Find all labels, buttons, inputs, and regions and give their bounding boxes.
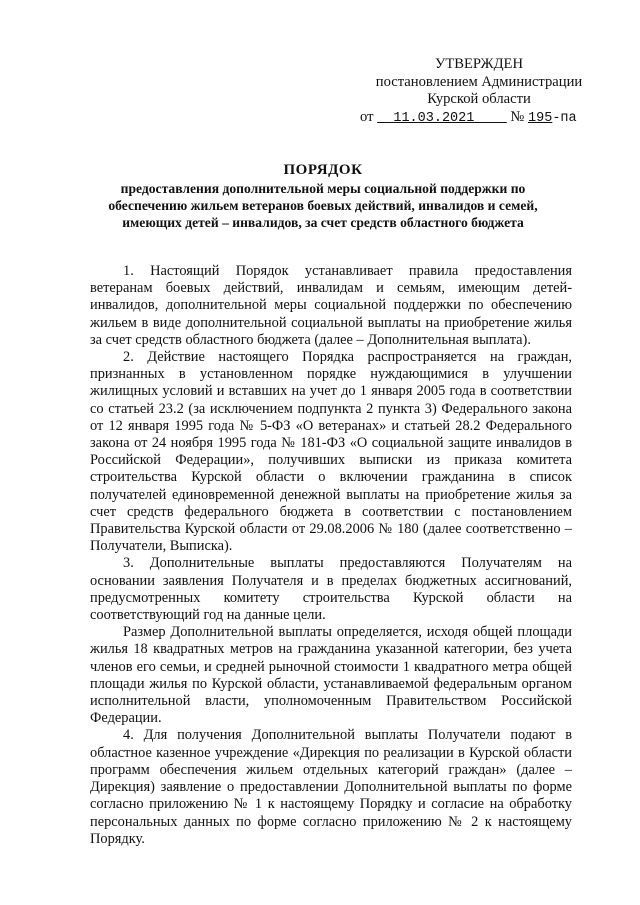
subtitle-line: обеспечению жильем ветеранов боевых действий, инвалидов и семей, — [108, 198, 538, 213]
paragraph-1: 1. Настоящий Порядок устанавливает правила предоставления ветеранам боевых действий, инвалидам и семьям, имеющим детей-инвалидов, дополнительной меры социальной поддержки по обеспечению жильем в виде дополнительной социальной выплаты на приобретение жилья за счет средств областного бюджета (далее – Дополнительная выплата). — [90, 263, 572, 348]
decree-number: 195 — [528, 110, 553, 126]
approval-stamp — [348, 56, 610, 127]
document-subtitle — [80, 180, 566, 231]
decree-number-suffix: -па — [552, 110, 577, 126]
document-body — [90, 263, 572, 848]
number-prefix: № — [510, 108, 525, 125]
paragraph-3-continued: Размер Дополнительной выплаты определяется, исходя общей площади жилья 18 квадратных метров на гражданина указанной категории, без учета членов его семьи, и средней рыночной стоимости 1 квадратного метра общей площади жилья по Курской области, устанавливаемой федеральным органом исполнительной власти, уполномоченным Правительством Российской Федерации. — [90, 624, 572, 727]
subtitle-line: имеющих детей – инвалидов, за счет средств областного бюджета — [122, 215, 524, 230]
document-title: ПОРЯДОК — [283, 162, 363, 178]
paragraph-2: 2. Действие настоящего Порядка распространяется на граждан, признанных в установленном порядке нуждающимися в улучшении жилищных условий и вставших на учет до 1 января 2005 года в соответствии со статьей 23.2 (за исключением подпункта 2 пункта 3) Федерального закона от 12 января 1995 года № 5-ФЗ «О ветеранах» и статьей 28.2 Федерального закона от 24 ноября 1995 года № 181-ФЗ «О социальной защите инвалидов в Российской Федерации», получивших выписки из приказа комитета строительства Курской области о включении гражданина в список получателей единовременной денежной выплаты на приобретение жилья за счет средств федерального бюджета в соответствии с постановлением Правительства Курской области от 29.08.2006 № 180 (далее соответственно – Получатели, Выписка). — [90, 349, 572, 555]
subtitle-line: предоставления дополнительной меры социальной поддержки по — [120, 181, 526, 196]
approval-line-2: Курской области — [427, 91, 531, 107]
paragraph-3: 3. Дополнительные выплаты предоставляются Получателям на основании заявления Получателя и в пределах бюджетных ассигнований, предусмотренных комитету строительства Курской области на соответствующий год на данные цели. — [90, 555, 572, 624]
date-prefix: от — [360, 108, 374, 125]
document-heading — [80, 161, 566, 231]
decree-date-value: 11.03.2021 — [393, 110, 475, 126]
approval-heading: УТВЕРЖДЕН — [435, 56, 523, 72]
decree-date — [377, 111, 507, 126]
decree-reference — [348, 109, 610, 128]
approval-line-1: постановлением Администрации — [375, 73, 583, 90]
paragraph-4: 4. Для получения Дополнительной выплаты Получатели подают в областное казенное учреждение «Дирекция по реализации в Курской области программ обеспечения жильем отдельных категорий граждан» (далее – Дирекция) заявление о предоставлении Дополнительной выплаты по форме согласно приложению № 1 к настоящему Порядку и согласие на обработку персональных данных по форме согласно приложению № 2 к настоящему Порядку. — [90, 727, 572, 847]
